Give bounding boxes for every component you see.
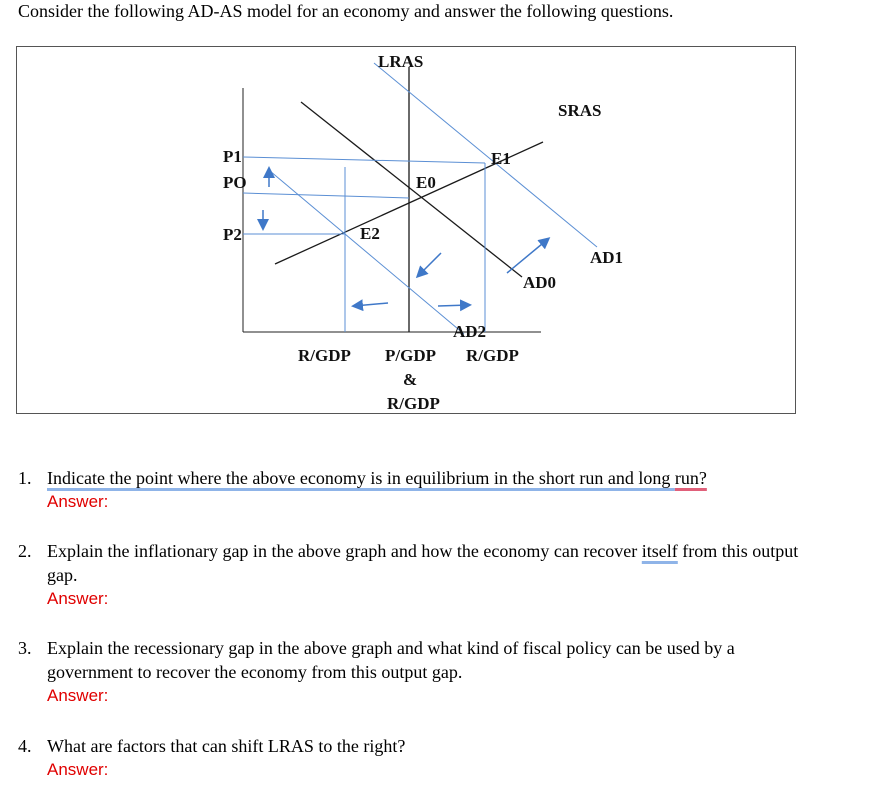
x-label-right: R/GDP	[466, 346, 519, 365]
arrow-diag-up	[507, 239, 548, 273]
intro-text: Consider the following AD-AS model for an economy and answer the following questions.	[18, 1, 674, 21]
arrow-left	[354, 303, 388, 306]
question-number: 3.	[18, 638, 32, 658]
question-1	[18, 466, 807, 514]
e0-label: E0	[416, 173, 436, 192]
arrow-diag-down	[418, 253, 441, 276]
sras-label: SRAS	[558, 101, 602, 120]
p0-label: PO	[223, 173, 247, 192]
p1-label: P1	[223, 147, 242, 166]
p2-label: P2	[223, 225, 242, 244]
ad-as-figure	[16, 46, 796, 414]
arrow-right	[438, 305, 469, 306]
question-number: 1.	[18, 468, 32, 488]
answer-label: Answer:	[47, 686, 109, 705]
question-number: 2.	[18, 541, 32, 561]
question-text: Explain the recessionary gap in the above graph and what kind of fiscal policy can be used by a government to recover the economy from this output gap.	[47, 638, 735, 682]
ad-as-graph	[17, 47, 797, 415]
lras-label: LRAS	[378, 52, 424, 71]
ad2-label: AD2	[453, 322, 487, 341]
question-2	[18, 539, 807, 611]
question-4	[18, 734, 807, 782]
question-text: Explain the inflationary gap in the above graph and how the economy can recover itself from this output gap.	[47, 541, 799, 585]
x-label-left: R/GDP	[298, 346, 351, 365]
question-text: What are factors that can shift LRAS to the right?	[47, 736, 406, 756]
answer-label: Answer:	[47, 589, 109, 608]
x-label-amp: &	[403, 370, 418, 389]
e1-label: E1	[491, 149, 511, 168]
answer-label: Answer:	[47, 760, 109, 779]
x-label-bottom: R/GDP	[387, 394, 440, 413]
question-text: Indicate the point where the above economy is in equilibrium in the short run and long run?	[47, 468, 707, 488]
e2-label: E2	[360, 224, 380, 243]
ad0-line	[301, 102, 522, 277]
ad0-label: AD0	[523, 273, 557, 292]
p0-line	[243, 193, 409, 198]
question-3	[18, 636, 807, 708]
x-label-middle: P/GDP	[385, 346, 436, 365]
ad1-label: AD1	[590, 248, 624, 267]
p1-line	[243, 157, 485, 163]
answer-label: Answer:	[47, 492, 109, 511]
question-number: 4.	[18, 736, 32, 756]
